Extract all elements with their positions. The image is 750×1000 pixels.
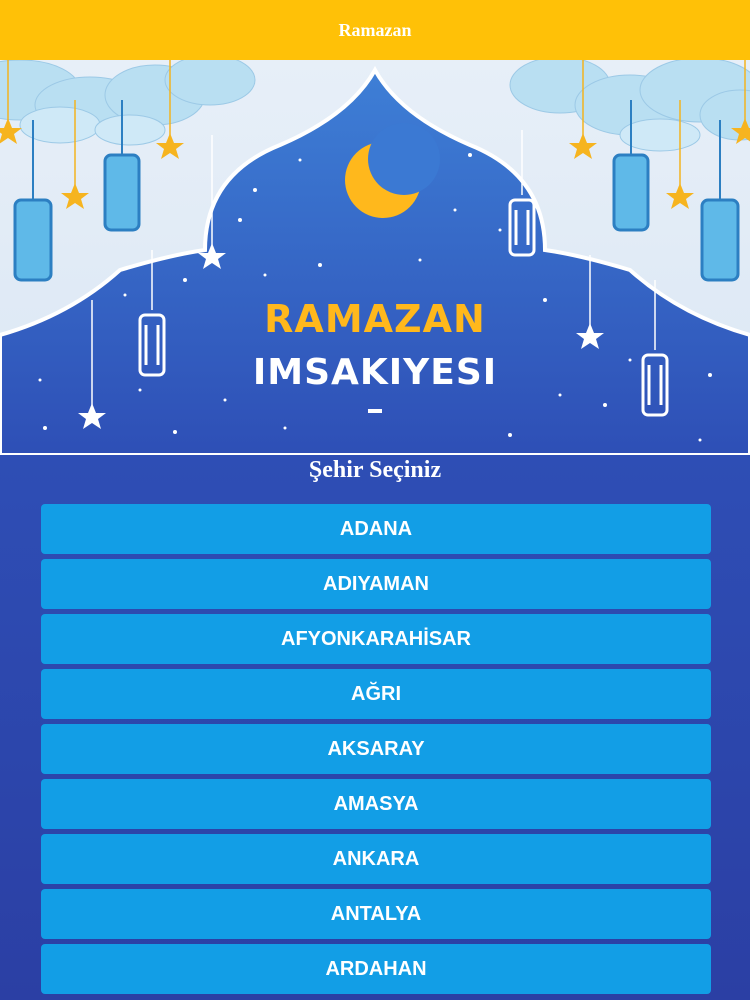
city-button[interactable]: AMASYA: [41, 779, 711, 829]
city-list: [41, 504, 711, 999]
city-button[interactable]: AKSARAY: [41, 724, 711, 774]
city-button[interactable]: ADANA: [41, 504, 711, 554]
city-button[interactable]: ANKARA: [41, 834, 711, 884]
title-divider: [368, 409, 382, 413]
app-title: Ramazan: [338, 19, 412, 40]
city-button[interactable]: ANTALYA: [41, 889, 711, 939]
banner-title-imsakiyesi: IMSAKIYESI: [252, 352, 498, 393]
cloud-icon: [0, 60, 255, 145]
banner-title-ramazan: RAMAZAN: [264, 297, 486, 341]
ramadan-banner: [0, 60, 750, 455]
app-bar: [0, 0, 750, 60]
city-button[interactable]: ARDAHAN: [41, 944, 711, 994]
banner-illustration: [0, 60, 750, 455]
city-button[interactable]: AĞRI: [41, 669, 711, 719]
city-prompt: Şehir Seçiniz: [308, 457, 442, 483]
city-button[interactable]: AFYONKARAHİSAR: [41, 614, 711, 664]
city-button[interactable]: ADIYAMAN: [41, 559, 711, 609]
